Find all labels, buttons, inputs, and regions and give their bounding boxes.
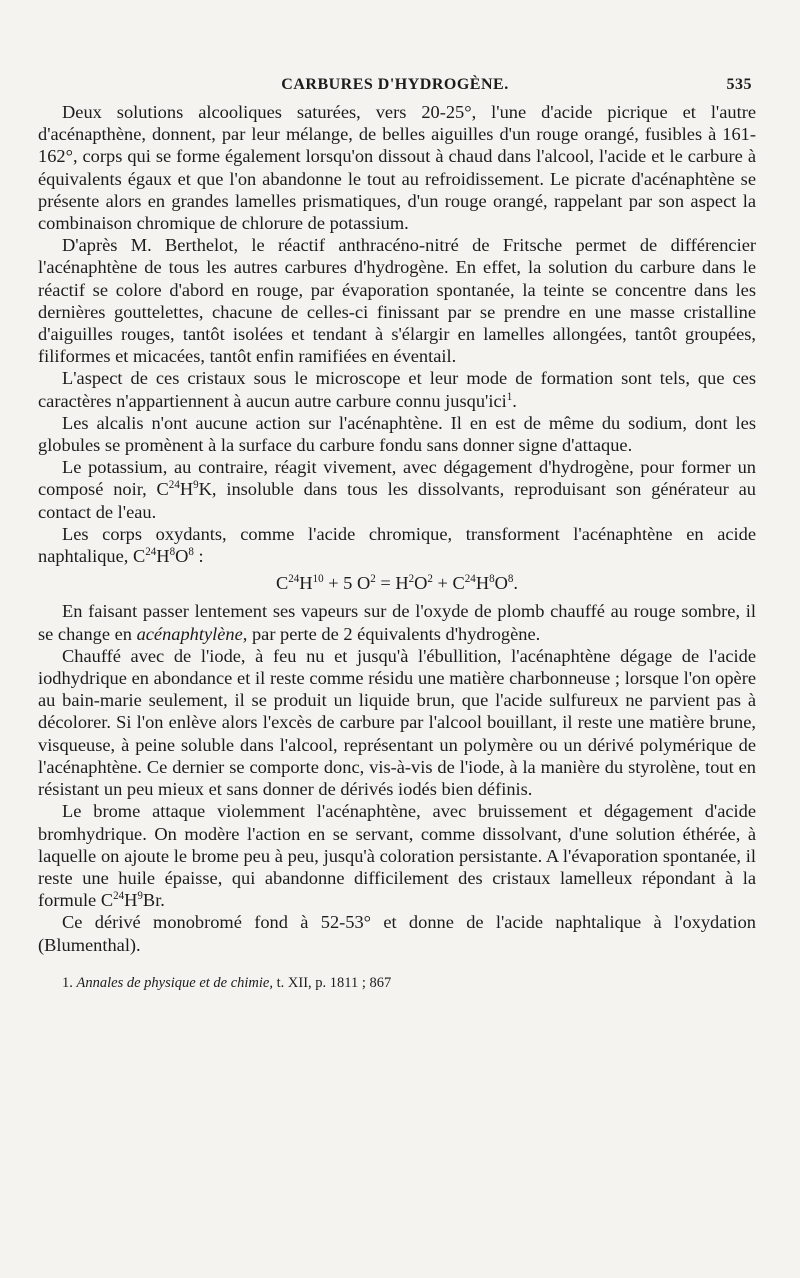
page-header: [38, 76, 752, 104]
paragraph-microscope: L'aspect de ces cristaux sous le microscope et leur mode de formation sont tels, que ces caractères n'appartiennent à aucun autre carbure connu jusqu'ici$^1$.: [38, 368, 756, 411]
paragraph-iode: Chauffé avec de l'iode, à feu nu et jusqu'à l'ébullition, l'acénaphtène dégage de l'acide iodhydrique en abondance et il reste comme résidu une matière charbonneuse ; lorsque l'on opère au bain-marie seulement, il se produit un liquide brun, que l'acide sulfureux ne parvient pas à décolorer. Si l'on enlève alors l'excès de carbure par l'alcool bouillant, il reste une matière brune, visqueuse, à peine soluble dans l'alcool, représentant un polymère ou un dérivé polymérique de l'acénaphtène. Ce dernier se comporte donc, vis-à-vis de l'iode, à la manière du styrolène, tout en résistant un peu mieux et sans donner de dérivés iodés bien définis.: [38, 645, 756, 800]
footnote: 1. Annales de physique et de chimie, t. XII, p. 1811 ; 867: [62, 974, 392, 991]
paragraph-potassium: Le potassium, au contraire, réagit vivement, avec dégagement d'hydrogène, pour former un composé noir, $C^{24}H^9K$, insoluble dans tous les dissolvants, reproduisant son générateur au contact de l'eau.: [38, 457, 756, 522]
running-title: CARBURES D'HYDROGÈNE.: [281, 76, 509, 93]
paragraph-berthelot: D'après M. Berthelot, le réactif anthracéno-nitré de Fritsche permet de différencier l'acénaphtène de tous les autres carbures d'hydrogène. En effet, la solution du carbure dans le réactif se colore d'abord en rouge, par évaporation spontanée, la teinte se concentre dans les dernières gouttelettes, chacune de celles-ci finissant par se prendre en une masse cristalline d'aiguilles rouges, tantôt isolées et tendant à s'élargir en lamelles allongées, tantôt groupées, filiformes et micacées, tantôt enfin ramifiées en éventail.: [38, 235, 756, 367]
paragraph-alcalis: Les alcalis n'ont aucune action sur l'acénaphtène. Il en est de même du sodium, dont les globules se promènent à la surface du carbure fondu sans donner signe d'attaque.: [38, 412, 756, 456]
paragraph-oxydants: Les corps oxydants, comme l'acide chromique, transforment l'acénaphtène en acide naphtalique, $C^{24}H^8O^8$ :: [38, 523, 756, 567]
body-text: [38, 101, 756, 992]
chemical-equation: $C^{24}H^{10} + 5$ $O^2 = H^2O^2 + C^{24}H^8O^8$.: [275, 573, 519, 594]
page-number: 535: [726, 76, 752, 93]
paragraph-monobrome: Ce dérivé monobromé fond à 52-53° et donne de l'acide naphtalique à l'oxydation (Blumenthal).: [38, 912, 756, 955]
term-acenaphtylene: acénaphtylène: [136, 623, 243, 644]
paragraph-picrate: Deux solutions alcooliques saturées, vers 20-25°, l'une d'acide picrique et l'autre d'acénapthène, donnent, par leur mélange, de belles aiguilles d'un rouge orangé, fusibles à 161-162°, corps qui se forme également lorsqu'on dissout à chaud dans l'alcool, l'acide et le carbure à équivalents égaux et que l'on abandonne le tout au refroidissement. Le picrate d'acénaphtène se présente alors en grandes lamelles prismatiques, d'un rouge orangé, rappelant par son aspect la combinaison chromique de chlorure de potassium.: [38, 102, 756, 234]
footnote-reference: 1: [506, 390, 513, 403]
paragraph-acenaphtylene: En faisant passer lentement ses vapeurs sur de l'oxyde de plomb chauffé au rouge sombre, il se change en acénaphtylène, par perte de 2 équivalents d'hydrogène.: [38, 601, 756, 644]
paragraph-brome: Le brome attaque violemment l'acénaphtène, avec bruissement et dégagement d'acide bromhydrique. On modère l'action en se servant, comme dissolvant, d'une solution éthérée, à laquelle on ajoute le brome peu à peu, jusqu'à coloration persistante. A l'évaporation spontanée, il reste une huile épaisse, qui abandonne difficilement des cristaux lamelleux répondant à la formule $C^{24}H^9Br$.: [38, 801, 756, 911]
